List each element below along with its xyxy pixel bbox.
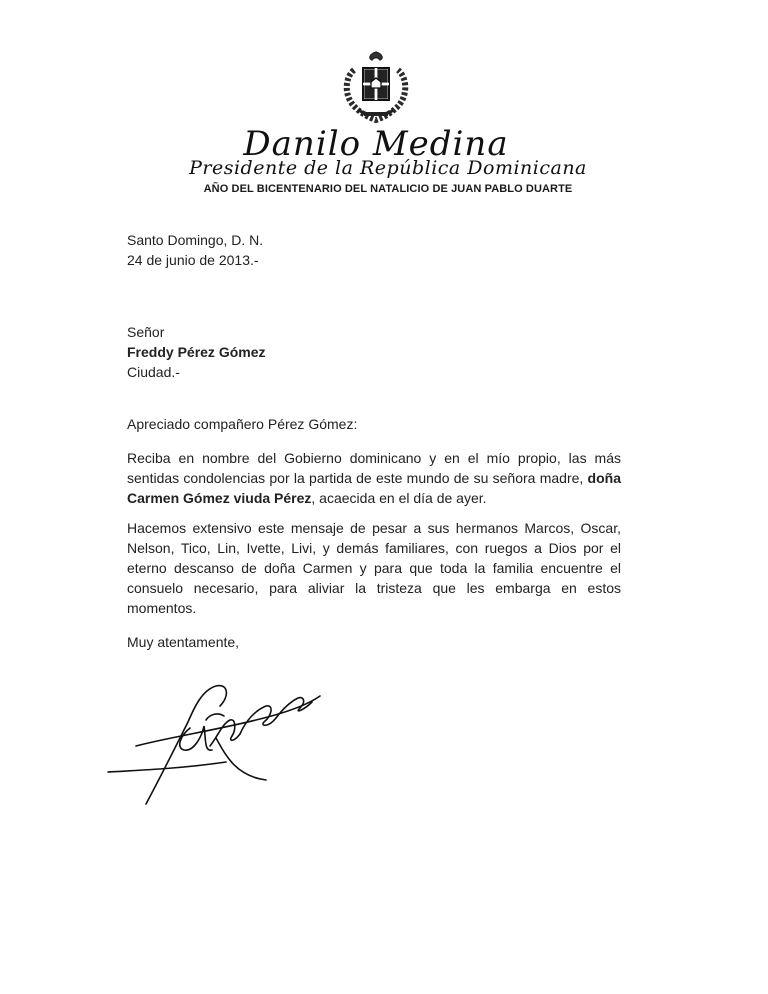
paragraph-condolences (127, 448, 621, 508)
recipient-title: Señor (127, 324, 165, 340)
date-line: 24 de junio de 2013.- (127, 252, 259, 268)
paragraph1-text-b: , acaecida en el día de ayer. (311, 490, 487, 506)
recipient-name: Freddy Pérez Gómez (127, 344, 266, 360)
letterhead-name: Danilo Medina (243, 124, 509, 164)
year-motto: AÑO DEL BICENTENARIO DEL NATALICIO DE JUAN PABLO DUARTE (203, 183, 573, 195)
paragraph-family: Hacemos extensivo este mensaje de pesar a sus hermanos Marcos, Oscar, Nelson, Tico, Lin, Ivette, Livi, y demás familiares, con ruegos a Dios por el eterno descanso de doña Carmen y para que toda la familia encuentre el consuelo necesario, para aliviar la tristeza que les embarga en estos momentos. (127, 520, 621, 616)
paragraph1-bold-name: doña Carmen Gómez viuda Pérez (127, 470, 621, 506)
recipient-city: Ciudad.- (127, 364, 180, 380)
paragraph1-text-a: Reciba en nombre del Gobierno dominicano y en el mío propio, las más sentidas condolencias por la partida de este mundo de su señora madre, (127, 450, 621, 486)
greeting: Apreciado compañero Pérez Gómez: (127, 416, 358, 432)
coat-of-arms-icon (334, 48, 418, 126)
place-line: Santo Domingo, D. N. (127, 232, 264, 248)
signature-icon (106, 676, 336, 814)
letterhead-title: Presidente de la República Dominicana (189, 157, 587, 179)
closing: Muy atentamente, (127, 634, 240, 650)
